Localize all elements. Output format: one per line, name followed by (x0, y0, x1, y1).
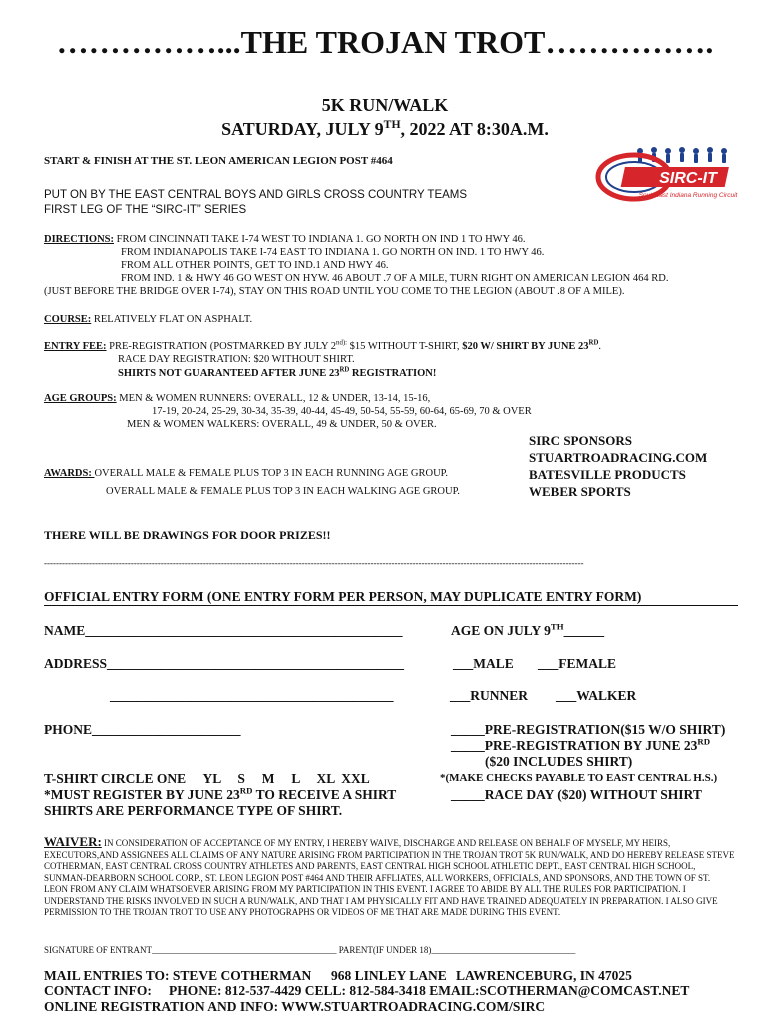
sponsor-item: STUARTROADRACING.COM (529, 450, 708, 465)
walker-option[interactable]: ___WALKER (556, 688, 637, 703)
shirt-deadline-note: *MUST REGISTER BY JUNE 23RD TO RECEIVE A SHIRT (44, 785, 397, 802)
event-type: 5K RUN/WALK (321, 95, 449, 115)
directions-line4: FROM IND. 1 & HWY 46 GO WEST ON HYW. 46 ABOUT .7 OF A MILE, TURN RIGHT ON AMERICAN LEGION 464 RD. (121, 273, 669, 284)
female-option[interactable]: ___FEMALE (538, 656, 617, 671)
name-field[interactable]: NAME_______________________________________________ (44, 623, 403, 638)
contact-info-label: CONTACT INFO: (44, 983, 152, 998)
entry-form-title: OFFICIAL ENTRY FORM (ONE ENTRY FORM PER PERSON, MAY DUPLICATE ENTRY FORM) (44, 589, 642, 604)
start-finish-location: START & FINISH AT THE ST. LEON AMERICAN LEGION POST #464 (44, 155, 393, 167)
entry-fee-label: ENTRY FEE: (44, 341, 107, 352)
performance-shirt-note: SHIRTS ARE PERFORMANCE TYPE OF SHIRT. (44, 803, 343, 818)
contact-info-details: PHONE: 812-537-4429 CELL: 812-584-3418 EMAIL:SCOTHERMAN@COMCAST.NET (169, 983, 690, 998)
directions-line2: FROM INDIANAPOLIS TAKE I-74 EAST TO INDIANA 1. GO NORTH ON IND. 1 TO HWY 46. (121, 247, 545, 258)
tshirt-size-selector[interactable]: T-SHIRT CIRCLE ONE YL S M L XL XXL (44, 771, 370, 786)
male-option[interactable]: ___MALE (453, 656, 514, 671)
phone-field[interactable]: PHONE______________________ (44, 722, 241, 737)
first-leg: FIRST LEG OF THE “SIRC-IT” SERIES (44, 204, 247, 216)
pre-registration-shirt-note: ($20 INCLUDES SHIRT) (485, 754, 633, 769)
directions-label: DIRECTIONS: (44, 234, 115, 245)
awards-line1: AWARDS: OVERALL MALE & FEMALE PLUS TOP 3 IN EACH RUNNING AGE GROUP. (44, 468, 448, 479)
page-title: ……………...THE TROJAN TROT……………. (56, 24, 714, 60)
directions-line5: (JUST BEFORE THE BRIDGE OVER I-74), STAY ON THIS ROAD UNTIL YOU COME TO THE LEGION (ABOUT .8 OF A MILE). (44, 286, 625, 297)
sirc-it-logo (592, 143, 742, 205)
entry-fee-line1: ENTRY FEE: PRE-REGISTRATION (POSTMARKED BY JULY $2^{nd):}$ $15 WITHOUT T-SHIRT, $20 W/ SHIRT BY JUNE 23RD. (44, 339, 601, 352)
mail-city: LAWRENCEBURG, IN 47025 (456, 968, 632, 983)
entry-fee-line3: SHIRTS NOT GUARANTEED AFTER JUNE 23RD REGISTRATION! (118, 366, 437, 379)
mail-street: 968 LINLEY LANE (331, 968, 447, 983)
sponsors-block (529, 432, 707, 500)
age-groups-line2: 17-19, 20-24, 25-29, 30-34, 35-39, 40-44, 45-49, 50-54, 55-59, 60-64, 65-69, 70 & OVER (152, 406, 532, 417)
logo-tagline: Southeast Indiana Running Circuit (638, 192, 738, 199)
pre-registration-shirt-option[interactable]: _____PRE-REGISTRATION BY JUNE 23RD (451, 736, 711, 753)
runner-option[interactable]: ___RUNNER (450, 688, 529, 703)
waiver-label: WAIVER: (44, 834, 102, 849)
dashed-separator: ------------------------------------------------------------------------------------------------------------------------------------------------------------------------------------ (44, 558, 584, 568)
age-groups-label: AGE GROUPS: (44, 393, 117, 404)
sponsor-item: BATESVILLE PRODUCTS (529, 467, 686, 482)
pre-registration-option[interactable]: _____PRE-REGISTRATION($15 W/O SHIRT) (451, 722, 726, 737)
course-info: COURSE: RELATIVELY FLAT ON ASPHALT. (44, 314, 253, 325)
sponsor-item: WEBER SPORTS (529, 484, 631, 499)
door-prizes: THERE WILL BE DRAWINGS FOR DOOR PRIZES!! (44, 528, 331, 542)
event-date: SATURDAY, JULY 9TH, 2022 AT 8:30A.M. (221, 118, 549, 139)
age-groups-line3: MEN & WOMEN WALKERS: OVERALL, 49 & UNDER, 50 & OVER. (127, 419, 437, 430)
mail-entries-line: MAIL ENTRIES TO: STEVE COTHERMAN (44, 968, 312, 983)
age-field[interactable]: AGE ON JULY 9TH______ (451, 621, 605, 638)
waiver-text: WAIVER: IN CONSIDERATION OF ACCEPTANCE OF MY ENTRY, I HEREBY WAIVE, DISCHARGE AND RELEASE ON BEHALF OF MYSELF, MY HEIRS, EXECUTORS,AND ASSIGNEES ALL CLAIMS OF ANY NATURE ARISING FROM PARTICIPATION IN THE TROJAN TROT 5K RUN/WALK, AND DO HEREBY RELEASE STEVE COTHERMAN, EAST CENTRAL CROSS COUNTRY ATHLETES AND PARENTS, EAST CENTRAL HIGH SCHOOL ATHLETIC DEPT., EAST CENTRAL HIGH SCHOOL, SUNMAN-DEARBORN SCHOOL CORP., ST. LEON LEGION POST #464 AND THEIR AFFLIATES, ALL WORKERS, OFFICIALS, AND SPONSORS, AND THE TOWN OF ST. LEON FROM ANY CLAIM WHATSOEVER ARISING FROM MY PARTICIPATION IN THIS EVENT. I AGREE TO ABIDE BY ALL THE RULES FOR PARTICIPATION. I UNDERSTAND THE RISKS INVOLVED IN SUCH A RUN/WALK, AND THAT I AM PHYSICALLY FIT AND HAVE TRAINED ADEQUATELY IN PREPARATION. I ALSO GIVE PERMISSION TO THE TROJAN TROT TO USE ANY PHOTOGRAPHS OR VIDEOS OF ME THAT ARE MADE DURING THIS EVENT. (44, 834, 735, 917)
online-registration: ONLINE REGISTRATION AND INFO: WWW.STUARTROADRACING.COM/SIRC (44, 999, 546, 1014)
signature-line[interactable]: SIGNATURE OF ENTRANT_________________________________________ PARENT(IF UNDER 18)________________________________ (44, 945, 576, 955)
awards-line2: OVERALL MALE & FEMALE PLUS TOP 3 IN EACH WALKING AGE GROUP. (106, 486, 460, 497)
sponsors-title: SIRC SPONSORS (529, 433, 632, 448)
directions-line3: FROM ALL OTHER POINTS, GET TO IND.1 AND HWY 46. (121, 260, 389, 271)
directions-line1: DIRECTIONS: FROM CINCINNATI TAKE I-74 WEST TO INDIANA 1. GO NORTH ON IND 1 TO HWY 46. (44, 234, 526, 245)
checks-payable-note: *(MAKE CHECKS PAYABLE TO EAST CENTRAL H.S.) (440, 772, 718, 784)
race-day-option[interactable]: _____RACE DAY ($20) WITHOUT SHIRT (451, 787, 702, 802)
age-groups-line1: AGE GROUPS: MEN & WOMEN RUNNERS: OVERALL, 12 & UNDER, 13-14, 15-16, (44, 393, 431, 404)
entry-form-title-rule (44, 605, 738, 606)
address-field[interactable]: ADDRESS____________________________________________ (44, 656, 405, 671)
course-label: COURSE: (44, 314, 92, 325)
put-on-by: PUT ON BY THE EAST CENTRAL BOYS AND GIRLS CROSS COUNTRY TEAMS (44, 189, 468, 201)
logo-text: SIRC-IT (659, 170, 717, 187)
awards-label: AWARDS: (44, 468, 95, 479)
entry-fee-line2: RACE DAY REGISTRATION: $20 WITHOUT SHIRT. (118, 354, 355, 365)
address-line2-field[interactable]: __________________________________________ (110, 688, 394, 703)
